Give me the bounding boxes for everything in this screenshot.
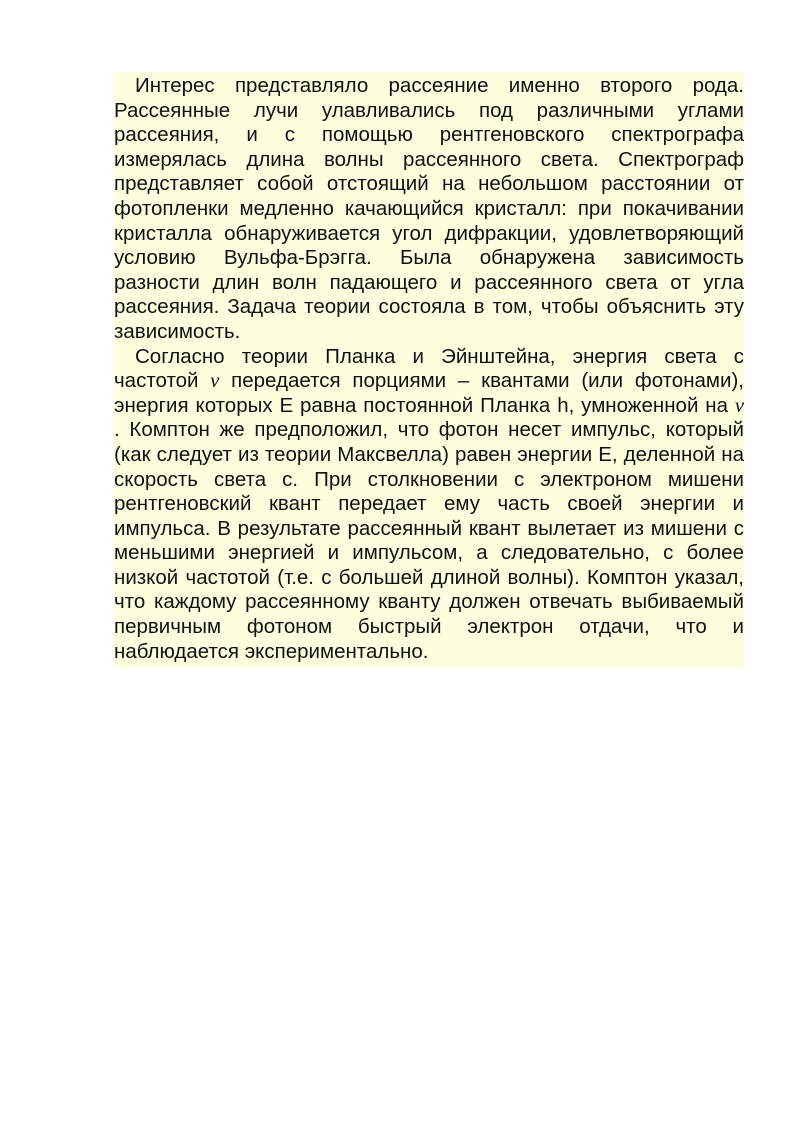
highlighted-text-block <box>114 72 744 668</box>
paragraph-2-part-2: передается порциями – квантами (или фотонами), энергия которых E равна постоянной Планка h, умноженной на <box>114 369 744 417</box>
paragraph-2-part-1: Согласно теории Планка и Эйнштейна, энергия света с частотой <box>114 344 744 393</box>
frequency-symbol: ν <box>210 370 220 393</box>
frequency-symbol: ν <box>734 394 744 417</box>
paragraph-2-part-3: . Комптон же предположил, что фотон несет импульс, который (как следует из теории Максвелла) равен энергии E, деленной на скорость света c. При столкновении с электроном мишени рентгеновский квант передает ему часть своей энергии и импульса. В результате рассеянный квант вылетает из мишени с меньшими энергией и импульсом, а следовательно, с более низкой частотой (т.е. с большей длиной волны). Комптон указал, что каждому рассеянному кванту должен отвечать выбиваемый первичным фотоном быстрый электрон отдачи, что и наблюдается экспериментально. <box>114 418 744 663</box>
paragraph-scattering-experiment: Интерес представляло рассеяние именно второго рода. Рассеянные лучи улавливались под различными углами рассеяния, и с помощью рентгеновского спектрографа измерялась длина волны рассеянного света. Спектрограф представляет собой отстоящий на небольшом расстоянии от фотопленки медленно качающийся кристалл: при покачивании кристалла обнаруживается угол дифракции, удовлетворяющий условию Вульфа-Брэгга. Была обнаружена зависимость разности длин волн падающего и рассеянного света от угла рассеяния. Задача теории состояла в том, чтобы объяснить эту зависимость. <box>114 74 744 343</box>
paragraph-compton-theory <box>114 345 744 665</box>
